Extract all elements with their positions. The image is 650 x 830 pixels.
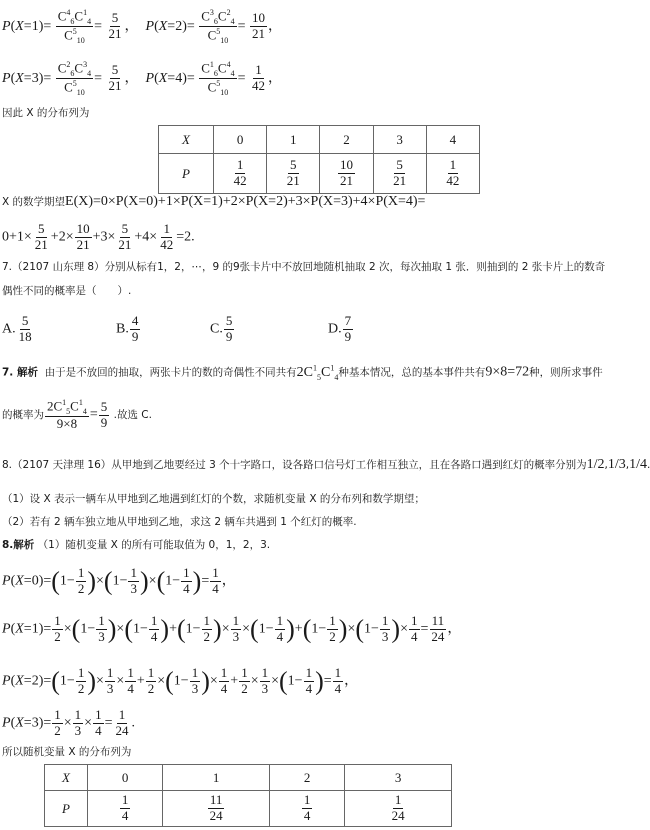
- q7-option-a: A. $\frac{5}{18}$: [2, 313, 32, 344]
- q7-solution-line-2: 的概率为 $\frac{2C^1_5C^1_4}{9\times 8}$ = $\frac{5}{9}$ .故选 C.: [2, 398, 152, 432]
- distribution-table-2: X 0 1 2 3 P $\frac{1}{4}$ $\frac{11}{24}$ $\frac{1}{4}$ $\frac{1}{24}$: [44, 764, 452, 827]
- q8-part-1: （1）设 X 表示一辆车从甲地到乙地遇到红灯的个数，求随机变量 X 的分布列和数学期望；: [2, 493, 425, 505]
- expectation-line-1: X 的数学期望E(X)=0×P(X=0)+1×P(X=1)+2×P(X=2)+3×P(X=3)+4×P(X=4)=: [2, 194, 426, 209]
- distribution-table-1: X 0 1 2 3 4 P $\frac{1}{42}$ $\frac{5}{21}$ $\frac{10}{21}$ $\frac{5}{21}$ $\frac{1}{42}$: [158, 125, 480, 194]
- q7-option-b: B. $\frac{4}{9}$: [116, 313, 139, 344]
- q7-stem-line-2: 偶性不同的概率是（ ）.: [2, 285, 132, 297]
- prob-line-2: P(X=3)= $\frac{C^2_6C^3_4}{C^5_{10}}$ = $\frac{5}{21}$ ， P(X=4)= $\frac{C^1_6C^4_4}{C^5_{10}}$ = $\frac{1}{42}$ ，: [2, 60, 282, 98]
- q8-prob-x0: P(X=0)=(1− $\frac{1}{2}$ )×(1− $\frac{1}{3}$ )×(1− $\frac{1}{4}$ )= $\frac{1}{4}$ ，: [2, 565, 236, 596]
- q8-prob-x1: P(X=1)= $\frac{1}{2}$ ×(1− $\frac{1}{3}$ )×(1− $\frac{1}{4}$ )+(1− $\frac{1}{2}$ )× $\frac{1}{3}$ ×(1− $\frac{1}{4}$ )+(1− $\frac{1}{2}$ )×(1− $\frac{1}{3}$ )× $\frac{1}{4}$ = $\frac{11}{24}$ ，: [2, 613, 462, 644]
- q7-solution-line-1: 7. 解析 由于是不放回的抽取，两张卡片的数的奇偶性不同共有$2C^1_5C^1_4$种基本情况，总的基本事件共有9×8=72种，则所求事件: [2, 363, 603, 382]
- dist-intro-1: 因此 X 的分布列为: [2, 107, 90, 119]
- q8-prob-x2: P(X=2)=(1− $\frac{1}{2}$ )× $\frac{1}{3}$ × $\frac{1}{4}$ + $\frac{1}{2}$ ×(1− $\frac{1}{3}$ )× $\frac{1}{4}$ + $\frac{1}{2}$ × $\frac{1}{3}$ ×(1− $\frac{1}{4}$ )= $\frac{1}{4}$ ，: [2, 665, 359, 696]
- prob-line-1: P(X=1)= $\frac{C^4_6C^1_4}{C^5_{10}}$ = $\frac{5}{21}$ ， P(X=2)= $\frac{C^3_6C^2_4}{C^5_{10}}$ = $\frac{10}{21}$ ，: [2, 8, 282, 46]
- q8-part-2: （2）若有 2 辆车独立地从甲地到乙地，求这 2 辆车共遇到 1 个红灯的概率.: [2, 516, 357, 528]
- q8-solution-intro: 8.解析 （1）随机变量 X 的所有可能取值为 0，1，2，3.: [2, 539, 271, 551]
- expectation-line-2: 0+1× $\frac{5}{21}$ +2× $\frac{10}{21}$ +3× $\frac{5}{21}$ +4× $\frac{1}{42}$ =2.: [2, 221, 195, 252]
- q7-option-d: D. $\frac{7}{9}$: [328, 313, 352, 344]
- q8-stem-line-1: 8.（2107 天津理 16）从甲地到乙地要经过 3 个十字路口，设各路口信号灯工作相互独立，且在各路口遇到红灯的概率分别为1/2,1/3,1/4: [2, 457, 647, 472]
- q7-option-c: C. $\frac{5}{9}$: [210, 313, 233, 344]
- q7-stem-line-1: 7.（2107 山东理 8）分别从标有1，2，⋯，9 的9张卡片中不放回地随机抽取 2 次，每次抽取 1 张．则抽到的 2 张卡片上的数奇: [2, 261, 606, 273]
- dist-intro-2: 所以随机变量 X 的分布列为: [2, 746, 132, 758]
- comb-frac: $\frac{C^4_6C^1_4}{C^5_{10}}$: [57, 8, 92, 46]
- q8-prob-x3: P(X=3)= $\frac{1}{2}$ × $\frac{1}{3}$ × $\frac{1}{4}$ = $\frac{1}{24}$ .: [2, 707, 135, 738]
